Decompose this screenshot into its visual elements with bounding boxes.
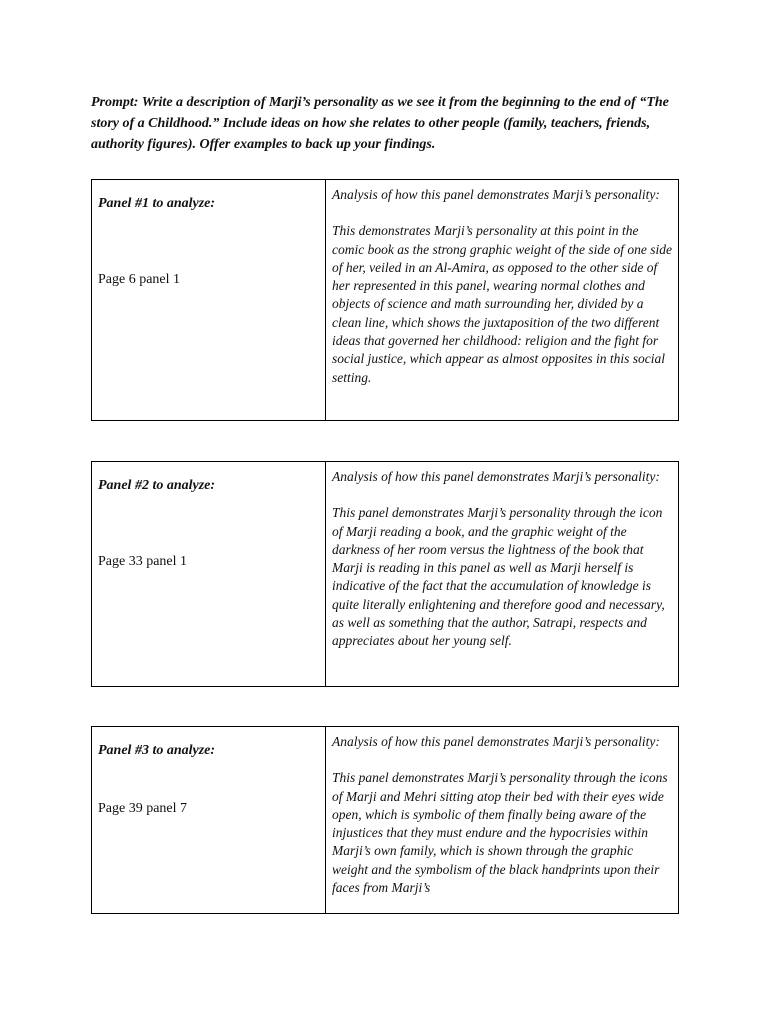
- panel-label: Panel #2 to analyze:: [98, 478, 216, 493]
- panel-info-cell: [92, 180, 326, 421]
- panel-label: Panel #1 to analyze:: [98, 196, 216, 211]
- panel-info-cell: [92, 462, 326, 687]
- analysis-cell: [326, 462, 679, 687]
- panel-label: Panel #3 to analyze:: [98, 743, 216, 758]
- assignment-prompt: Prompt: Write a description of Marji’s personality as we see it from the beginning to the end of “The story of a Childhood.” Include ideas on how she relates to other people (family, teachers, friends, authority figures). Offer examples to back up your findings.: [91, 95, 669, 152]
- analysis-heading: Analysis of how this panel demonstrates Marji’s personality:: [332, 469, 660, 484]
- analysis-heading: Analysis of how this panel demonstrates Marji’s personality:: [332, 734, 660, 749]
- analysis-cell: [326, 727, 679, 914]
- analysis-cell: [326, 180, 679, 421]
- panel-table-2: [91, 461, 679, 687]
- page-reference: Page 33 panel 1: [98, 554, 188, 569]
- analysis-heading: Analysis of how this panel demonstrates Marji’s personality:: [332, 187, 660, 202]
- panel-info-cell: [92, 727, 326, 914]
- analysis-text: This demonstrates Marji’s personality at this point in the comic book as the strong graphic weight of the side of one side of her, veiled in an Al-Amira, as opposed to the other side of her represented in this panel, wearing normal clothes and objects of science and math surrounding her, divided by a clean line, which shows the juxtaposition of the two different ideas that governed her childhood: religion and the fight for social justice, which appear as almost opposites in this social setting.: [332, 223, 672, 385]
- page-reference: Page 39 panel 7: [98, 801, 188, 816]
- analysis-text: This panel demonstrates Marji’s personality through the icon of Marji reading a book, and the graphic weight of the darkness of her room versus the lightness of the book that Marji is reading in this panel as well as Marji herself is indicative of the fact that the accumulation of knowledge is quite literally enlightening and therefore good and necessary, as well as something that the author, Satrapi, respects and appreciates about her young self.: [332, 505, 665, 649]
- analysis-text: This panel demonstrates Marji’s personality through the icons of Marji and Mehri sitting atop their bed with their eyes wide open, which is symbolic of them finally being aware of the injustices that they must endure and the hypocrisies within Marji’s own family, which is shown through the graphic weight and the symbolism of the black handprints upon their faces from Marji’s: [332, 770, 668, 896]
- panel-table-3: [91, 726, 679, 914]
- panel-table-1: [91, 179, 679, 421]
- page-reference: Page 6 panel 1: [98, 272, 181, 287]
